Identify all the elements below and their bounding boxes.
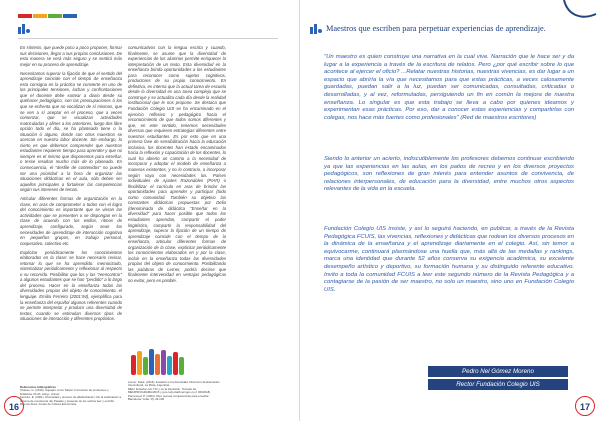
corner-arc-decoration [558,0,600,26]
color-bar [18,14,78,18]
references-title: Referencias bibliográficas [20,385,56,389]
article-title: Maestros que escriben para perpetuar experiencias de aprendizaje. [326,24,546,33]
signature-role: Rector Fundación Colegio UIS [428,379,568,390]
references-left [20,386,122,406]
column-1 [20,45,122,325]
page-number: 16 [4,396,24,416]
col2-paragraph-1: comunicativos con la lengua escrita y cuando, finalmente, se asume que la diversidad de experiencias de los alumnos permite enriquecer la interpretación de un texto. Esta diversidad en la enseñanza brinda oportunidades a los estudiantes para reconocer como sujetos cognitivos, productores de su propio conocimiento. En definitiva, es interna que la actual tarea de escuela desde la diversidad es una tarea compleja que se construye y se actualiza cada día desde la realidad institucional que le nos propone. Se destaca que Fundación Colegio UIS se ha encaminado en el ejercicio reflexivo y pedagógico hacia el reconocimiento de que todos somos diferentes y que, en este sentido, tenemos necesidades diversas que requieren estrategias diferentes entre nuestros estudiantes. Es por esto que en una primera fase de sensibilización hacia la educación inclusiva, los docentes han estado encaminados hacia la reflexión y capacitación de los docentes, lo cual ha abierto un camino a la necesidad de incorporar y adoptar el modelo de enseñanza a maneras existentes, y no lo contrario, a incorporar según vaya con necesidades los. Países individuales de Ajustes Razonables (PIAR) o flexibilizar el currículo en aras de brindar las oportunidades para aprender y participar (todo como comunidad. También su objetivo las constantes didácticas propuestas por Delia (denominada de didáctica "Enseñar en la diversidad" para hacer posible que todos los estudiantes aprendan, compartir el poder lingüístico, compartir la responsabilidad del aprendizaje, superar la fijación de un tiempo de aprendizaje coincide con el tiempo de la enseñanza, articular diferentes formas de organización de la clase, explicitar periódicamente los conocimientos elaborados en y por la clase, incluir en la enseñanza todas las diversidades propias del objeto de conocimiento. Posibilitando las palabras de Lerner, podría decirse que finalmente intervenidad en ventajas pedagógicas no evitar, pero es posible. [128,45,226,283]
col1-paragraph-2: Necesitamos superar la fijación de que el sentido del aprendizaje coincide con el tiempo de enseñanza esta consigna en la práctica se convierte en uno de los principales tensiones, luchas y confrontaciones que el docente debe sortear a diario desde su quehacer pedagógico, son las preocupaciones ó los que se enfrenta que no vocalizan de sí mismos, que se ven a sí aceptar en el proceso, que a veces comenzar, que se visualizan actividades matriculadas y afines a los anteriores, luego dos libre opción todo el día, se ha planteado tiene o la situación ó alguno, donde con otros maestros se acercan en nuestra labor docente. Sin embargo, lo cierto es que debemos comprender que nuestros estudiantes requieren tiempo para aprender y que no siempre es el mismo que disponemos para enseñar, o tesse resultan mucho más de lo planeado. En consecuencia, el "desfile de contenidos" no puede ser una prioridad a la hora de organizar las situaciones didácticas en el aula, sólo deben ser aquellos principales a fortalecer las competencias según sus intereses de temas. [20,70,122,193]
school-logo-icon [18,24,32,34]
col1-paragraph-4: Explicitar periódicamente los conocimientos elaborados en la clase: se hace necesario revisar, retomar lo que se ha aprendido: memorizado, sistematizar periódicamente y reflexionar al respecto o su recorrido. Posibilitar que los y las "reencontrar" a algunos estudiantes que se han "perdido" a lo largo del proceso. Hacer en la enseñanza todas las diversidades propias del objeto de conocimiento. el lenguaje. Emilia Ferreiro (2001:94), ejemplifica para la enseñanza del español algunos referentes cuando se permite interpretar y producir una diversidad de textos, cuando se estimulan diversos tipos de situaciones de interacción y diferentes propósitos. [20,249,122,322]
header-rule [18,38,278,39]
raised-hands-illustration [129,345,187,377]
body-paragraph-1: Siendo lo anterior un acierto, indiscutiblemente los profesores debemos continuar escribiendo ya que las experiencias en las aulas, en los patios de recreo y en los diversos proyectos pedagógicos, son reflexiones de gran interés para entender asuntos de convivencia, de relaciones interpersonales, de educación para la diversidad, entre muchos otros aspectos relevantes de la vida en la escuela. [324,156,574,193]
col1-paragraph-3: Articular diferentes formas de organización en la clase, en aras de comprometer a todos con el logro del conocimiento es importante que se vieran las actividades que se presenten o se dispongan en la clase de acuerdo con los estilos, ritmos de aprendizaje, configurado, según sean los necesidades de aprendizaje de interacción cognitiva en pequeños grupos, en trabajo personal, cooperativo, colectivo etc. [20,196,122,246]
column-2 [128,45,226,287]
school-logo-icon [310,24,324,34]
page-number: 17 [575,396,595,416]
reference-item: Perrenoud, P. (2004). Diez nuevas competencias para enseñar. Barcelona: Graó. Pp 43-108 [128,393,210,402]
reference-item: MEN. Enseñar con TIC y en la transición. Tomado de: MEN/PROGRAMA/2015 y gov.co/portal/men/gov-co 2 (00/2018). [128,386,212,395]
signature-name: Pedro Nel Gómez Moreno [428,366,568,377]
reference-item: Chaves, G. (2019). Aquapro como Salvar. Formación de profesores y Didáctica. Proth. Antig.: Uninet. [20,388,109,396]
quote-paragraph: "Un maestro es quien construye una narrativa en la cual vive. Narración que le hace ser y da lugar a la experiencia a través de la escritura de relatos. Pero ¿por qué escribir sobre lo que acontece al ejercer el oficio? ...Relatar nuestras historias, nuestras vivencias, es dar lugar a un espacio que abriría la vía que necesitamos para que estas prácticas, a veces calosamente guardadas, puedan salir a la luz, puedan ser comunicadas, consultadas, criticadas o desarrolladas, y al vez, reformuladas, persiguiendo un fin en común la mejora de nuestra enseñanza. Lo singular es que esta trabajo se lleva a cabo por quienes ideamos y experimentan esas prácticas. Por eso, dar a conocer estas experiencias y compartirlas con colegas, nos hace más fuertes como profesionales" (Red de maestros escritores) [324,54,574,121]
references-right [128,381,220,401]
reference-item: Ferreiro, E. (2001). Diversidad y proceso de alfabetización: De la celebración a la toma de conciencia. En Pasado y presente de los verbos leer y escribir. Buenos Aires: Fondo de Cultura Económica. [20,395,122,407]
reference-item: Lerner, Delia. (2016). Enseñar en la diversidad. Dirección de Educación Intercultural, La Plata, Argentina. [128,380,220,388]
col1-paragraph-1: En síntesis, que puede poco a poco proponer, formar sus decisiones, llegar a sus propias conclusiones. De esta manera se verá más seguro y se sentirá más mejor en su proceso de aprendizaje. [20,45,122,67]
body-paragraph-2: Fundación Colegio UIS insiste, y así lo seguirá haciendo, en publicar, a través de la Revista Pedagógica FCUIS, las vivencias, reflexiones y didácticas que rodean los diversos procesos en la dinámica de la enseñanza y el aprendizaje diariamente en el colegio. Así, sin temor a equivocarme, continuará plasmándose una huella que, más allá de las medallas y rankings, marca una identidad que durante 52 años conserva su exigencia académica, su excelente desempeño artístico y deportivo, su formación humana y su distinguido referente educativo. Invito a toda la comunidad FCUIS a leer este segundo número de la Revista Pedagógica y a contagiarse de la pasión de ser maestro, no solo un maestro, sino uno en Fundación Colegio UIS. [324,226,574,293]
right-page [300,0,600,421]
